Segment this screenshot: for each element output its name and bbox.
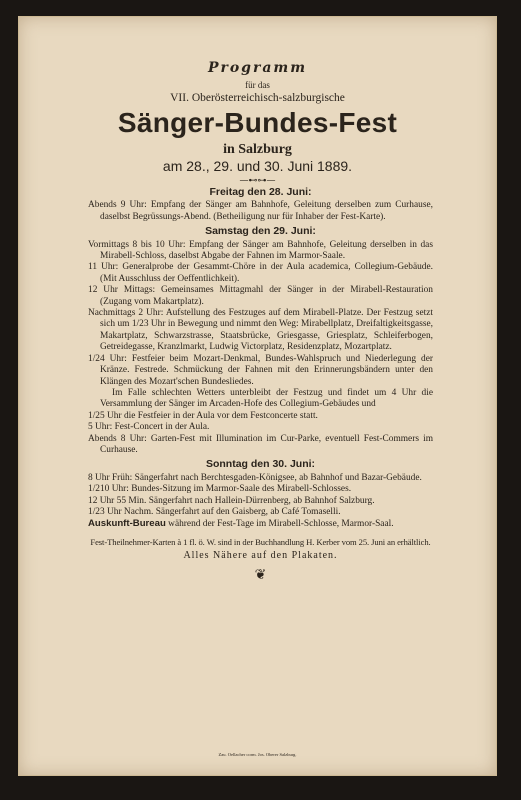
program-item bbox=[88, 354, 433, 388]
auskunft-item bbox=[88, 518, 433, 530]
item-text: Gemeinsames Mittagmahl der Sänger in der Mirabell-Restauration (Zugang vom Makartplatz). bbox=[100, 285, 433, 307]
item-text: Sängerfahrt nach Berchtesgaden-Königsee, ab Bahnhof und Bazar-Gebäude. bbox=[132, 472, 422, 483]
day-heading: Samstag den 29. Juni: bbox=[205, 225, 316, 238]
item-text: Empfang der Sänger am Bahnhofe, Geleitung derselben zum Curhause, daselbst Begrüssungs-Abend. (Betheiligung nur für Inhaber der Fest-Karte). bbox=[100, 200, 433, 222]
item-time: Abends 8 Uhr: bbox=[88, 433, 147, 444]
ornament-divider: —⊷⊶— bbox=[239, 176, 276, 186]
program-item bbox=[88, 422, 433, 433]
item-text: Aufstellung des Festzuges auf dem Mirabell-Platze. Der Festzug setzt sich um 1/23 Uhr in Bewegung und nimmt den Weg: Mirabellplatz, Dreifaltigkeitsgasse, Makartplatz, Schwarzstrasse, Staatsbrücke, Griesgasse, Griesplatz, Schleiferbogen, Getreidegasse, Kranzlmarkt, Ludwig Victorplatz, Residenzplatz, Mozartplatz. bbox=[100, 308, 433, 353]
item-time: 1/23 Uhr Nachm. bbox=[88, 506, 154, 517]
printer-imprint: Zau. Oellacher corm. Jos. Oberer Salzburg. bbox=[218, 752, 297, 757]
program-body bbox=[88, 184, 433, 581]
page-title: Sänger-Bundes-Fest bbox=[117, 107, 398, 138]
program-item bbox=[88, 507, 433, 518]
program-item bbox=[88, 240, 433, 263]
item-time: 12 Uhr 55 Min. bbox=[88, 495, 147, 506]
fuer-das-line: für das bbox=[245, 80, 270, 90]
auskunft-text: während der Fest-Tage im Mirabell-Schlosse, Marmor-Saal. bbox=[165, 519, 394, 530]
date-line: am 28., 29. und 30. Juni 1889. bbox=[162, 158, 353, 174]
item-text: die Festfeier in der Aula vor dem Festconcerte statt. bbox=[121, 410, 318, 421]
program-item bbox=[88, 262, 433, 285]
day-heading: Freitag den 28. Juni: bbox=[209, 186, 312, 198]
program-item bbox=[88, 285, 433, 308]
item-text: Garten-Fest mit Illumination im Cur-Parke, eventuell Fest-Commers im Curhause. bbox=[100, 433, 433, 455]
item-time: 11 Uhr: bbox=[88, 262, 119, 273]
item-time: 8 Uhr Früh: bbox=[88, 472, 133, 483]
program-item bbox=[88, 484, 433, 495]
item-time: 1/24 Uhr: bbox=[88, 353, 127, 364]
item-time: 1/210 Uhr: bbox=[88, 484, 129, 495]
program-item bbox=[88, 308, 433, 354]
item-text: Bundes-Sitzung im Marmor-Saale des Mirabell-Schlosses. bbox=[128, 484, 352, 495]
programm-heading: Programm bbox=[207, 60, 308, 76]
item-time: 5 Uhr: bbox=[88, 422, 113, 433]
program-item bbox=[88, 200, 433, 223]
auskunft-label: Auskunft-Bureau bbox=[88, 518, 166, 530]
item-text: Generalprobe der Gesammt-Chöre in der Aula academica, Collegium-Gebäude. (Mit Ausschluss der Oeffentlichkeit). bbox=[100, 262, 433, 284]
item-time: 12 Uhr Mittags: bbox=[88, 285, 156, 296]
day-heading: Sonntag den 30. Juni: bbox=[205, 458, 316, 471]
posters-note: Alles Nähere auf den Plakaten. bbox=[183, 550, 338, 562]
program-item bbox=[88, 434, 433, 457]
location-line: in Salzburg bbox=[223, 142, 292, 157]
ornament-bottom: ❦ bbox=[254, 567, 267, 583]
item-text: Fest-Concert in der Aula. bbox=[112, 422, 210, 433]
program-item bbox=[88, 411, 433, 422]
program-item bbox=[88, 473, 433, 484]
item-time: Vormittags 8 bis 10 Uhr: bbox=[88, 239, 186, 250]
item-text: Sängerfahrt auf den Gaisberg, ab Café Tomaselli. bbox=[153, 506, 341, 517]
item-time: Abends 9 Uhr: bbox=[88, 200, 147, 211]
item-text: Festfeier beim Mozart-Denkmal, Bundes-Wahlspruch und Niederlegung der Kränze. Festrede. Schmückung der Fahnen mit den Erinnerungsbändern unter den Klängen des Mozart'schen Bundesliedes. bbox=[100, 353, 433, 387]
item-text: Im Falle schlechten Wetters unterbleibt der Festzug und findet um 4 Uhr die Versammlung der Sänger im Arcaden-Hofe des Collegium-Gebäudes und bbox=[100, 387, 433, 410]
item-text: Empfang der Sänger am Bahnhofe, Geleitung derselben in das Mirabell-Schloss, daselbst Abgabe der Fahnen im Marmor-Saale. bbox=[100, 239, 433, 262]
poster-sheet bbox=[18, 16, 497, 776]
item-text: Sängerfahrt nach Hallein-Dürrenberg, ab Bahnhof Salzburg. bbox=[146, 495, 375, 506]
item-time: 1/25 Uhr bbox=[88, 410, 122, 421]
item-time: Nachmittags 2 Uhr: bbox=[88, 308, 164, 319]
program-item bbox=[88, 388, 433, 411]
ticket-note: Fest-Theilnehmer-Karten à 1 fl. ö. W. sind in der Buchhandlung H. Kerber vom 25. Juni an erhältlich. bbox=[90, 536, 431, 547]
program-item bbox=[88, 496, 433, 507]
subtitle: VII. Oberösterreichisch-salzburgische bbox=[170, 92, 345, 104]
